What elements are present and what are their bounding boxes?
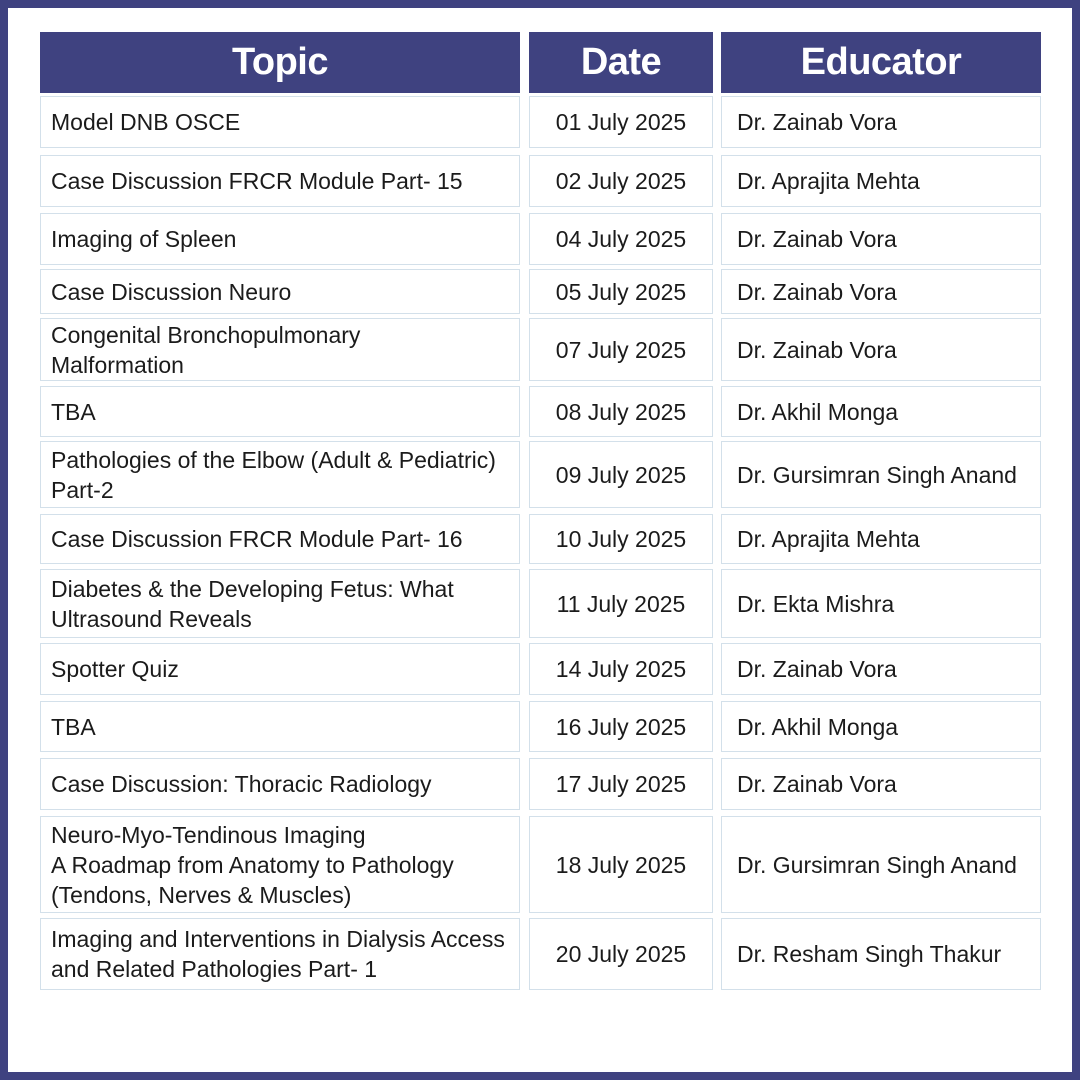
table-cell-date: 16 July 2025 bbox=[529, 701, 713, 752]
table-cell-topic: Pathologies of the Elbow (Adult & Pediatric) Part-2 bbox=[40, 441, 520, 508]
header-date: Date bbox=[529, 32, 713, 93]
table-cell-educator: Dr. Aprajita Mehta bbox=[721, 514, 1041, 564]
table-cell-date: 20 July 2025 bbox=[529, 918, 713, 990]
table-cell-educator: Dr. Zainab Vora bbox=[721, 213, 1041, 265]
table-cell-date: 17 July 2025 bbox=[529, 758, 713, 810]
table-cell-date: 14 July 2025 bbox=[529, 643, 713, 695]
table-cell-educator: Dr. Zainab Vora bbox=[721, 643, 1041, 695]
table-cell-date: 10 July 2025 bbox=[529, 514, 713, 564]
table-cell-topic: TBA bbox=[40, 701, 520, 752]
table-cell-topic: TBA bbox=[40, 386, 520, 437]
table-cell-date: 02 July 2025 bbox=[529, 155, 713, 207]
table-cell-topic: Case Discussion FRCR Module Part- 16 bbox=[40, 514, 520, 564]
table-cell-educator: Dr. Ekta Mishra bbox=[721, 569, 1041, 638]
table-cell-topic: Model DNB OSCE bbox=[40, 96, 520, 148]
table-cell-topic: Case Discussion: Thoracic Radiology bbox=[40, 758, 520, 810]
table-cell-topic: Neuro-Myo-Tendinous Imaging A Roadmap from Anatomy to Pathology (Tendons, Nerves & Muscles) bbox=[40, 816, 520, 913]
table-cell-date: 07 July 2025 bbox=[529, 318, 713, 381]
table-cell-topic: Diabetes & the Developing Fetus: What Ultrasound Reveals bbox=[40, 569, 520, 638]
table-cell-educator: Dr. Zainab Vora bbox=[721, 96, 1041, 148]
table-cell-topic: Case Discussion FRCR Module Part- 15 bbox=[40, 155, 520, 207]
table-cell-date: 05 July 2025 bbox=[529, 269, 713, 314]
table-cell-topic: Imaging and Interventions in Dialysis Access and Related Pathologies Part- 1 bbox=[40, 918, 520, 990]
table-cell-educator: Dr. Gursimran Singh Anand bbox=[721, 816, 1041, 913]
table-cell-educator: Dr. Zainab Vora bbox=[721, 758, 1041, 810]
table-cell-educator: Dr. Zainab Vora bbox=[721, 269, 1041, 314]
table-cell-educator: Dr. Zainab Vora bbox=[721, 318, 1041, 381]
table-cell-date: 11 July 2025 bbox=[529, 569, 713, 638]
table-cell-date: 01 July 2025 bbox=[529, 96, 713, 148]
table-cell-educator: Dr. Gursimran Singh Anand bbox=[721, 441, 1041, 508]
table-cell-date: 04 July 2025 bbox=[529, 213, 713, 265]
header-educator: Educator bbox=[721, 32, 1041, 93]
table-cell-educator: Dr. Aprajita Mehta bbox=[721, 155, 1041, 207]
table-cell-educator: Dr. Akhil Monga bbox=[721, 386, 1041, 437]
table-cell-topic: Case Discussion Neuro bbox=[40, 269, 520, 314]
header-topic: Topic bbox=[40, 32, 520, 93]
table-cell-topic: Imaging of Spleen bbox=[40, 213, 520, 265]
table-cell-date: 09 July 2025 bbox=[529, 441, 713, 508]
table-cell-date: 18 July 2025 bbox=[529, 816, 713, 913]
table-cell-date: 08 July 2025 bbox=[529, 386, 713, 437]
table-cell-educator: Dr. Akhil Monga bbox=[721, 701, 1041, 752]
table-cell-topic: Spotter Quiz bbox=[40, 643, 520, 695]
table-cell-educator: Dr. Resham Singh Thakur bbox=[721, 918, 1041, 990]
table-cell-topic: Congenital Bronchopulmonary Malformation bbox=[40, 318, 520, 381]
